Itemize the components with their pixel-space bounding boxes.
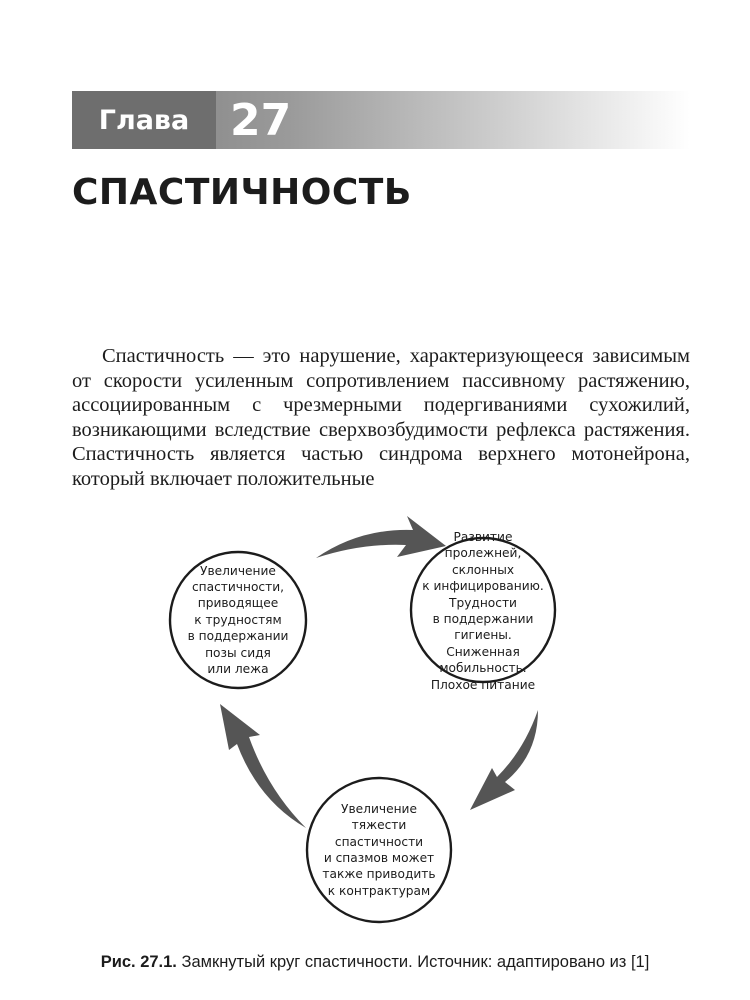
- node-bottom-line: к контрактурам: [327, 883, 431, 898]
- arrow-right-to-bottom: [470, 710, 538, 810]
- figure-caption-text: Замкнутый круг спастичности. Источник: адаптировано из [1]: [176, 953, 650, 971]
- cycle-diagram: [150, 510, 610, 930]
- node-left-line: в поддержании: [187, 629, 289, 644]
- node-bottom-line: тяжести: [351, 818, 407, 833]
- node-right-line: Плохое питание: [430, 677, 536, 692]
- node-left-line: приводящее: [197, 596, 279, 611]
- chapter-label: Глава: [72, 91, 216, 149]
- node-bottom-line: Увеличение: [341, 801, 417, 816]
- node-left-line: к трудностям: [194, 612, 282, 627]
- node-left-line: позы сидя: [205, 645, 271, 660]
- node-bottom-line: также приводить: [322, 867, 436, 882]
- figure-caption: [0, 953, 750, 972]
- chapter-number: 27: [230, 94, 292, 146]
- node-right-line: мобильность.: [439, 661, 527, 676]
- node-bottom-line: спастичности: [334, 834, 424, 849]
- figure-caption-label: Рис. 27.1.: [100, 953, 177, 971]
- body-paragraph: Спастичность — это нарушение, характеризующееся зависимым от скорости усиленным сопротивлением пассивному растяжению, ассоциированным с чрезмерными подергиваниями сухожилий, возникающими вследствие сверхвозбудимости рефлекса растяжения. Спастичность является частью синдрома верхнего мотонейрона, который включает положительные: [72, 345, 690, 490]
- node-bottom-line: и спазмов может: [323, 851, 435, 865]
- node-right-line: к инфицированию.: [422, 579, 544, 594]
- node-left-line: или лежа: [207, 662, 269, 677]
- node-left-line: Увеличение: [200, 563, 276, 578]
- node-right-line: Развитие: [453, 529, 513, 544]
- node-right-line: Сниженная: [446, 644, 520, 659]
- page-title: СПАСТИЧНОСТЬ: [72, 172, 412, 213]
- node-right-line: пролежней,: [444, 546, 522, 561]
- node-right-text: [413, 529, 553, 692]
- node-bottom-text: [309, 792, 449, 908]
- chapter-header-bar: [72, 91, 690, 149]
- node-left-text: [176, 556, 300, 684]
- node-right-line: Трудности: [449, 595, 517, 610]
- node-left-line: спастичности,: [191, 579, 285, 594]
- node-right-line: склонных: [451, 562, 515, 577]
- arrow-bottom-to-left: [220, 704, 306, 828]
- node-right-line: в поддержании гигиены.: [432, 612, 534, 643]
